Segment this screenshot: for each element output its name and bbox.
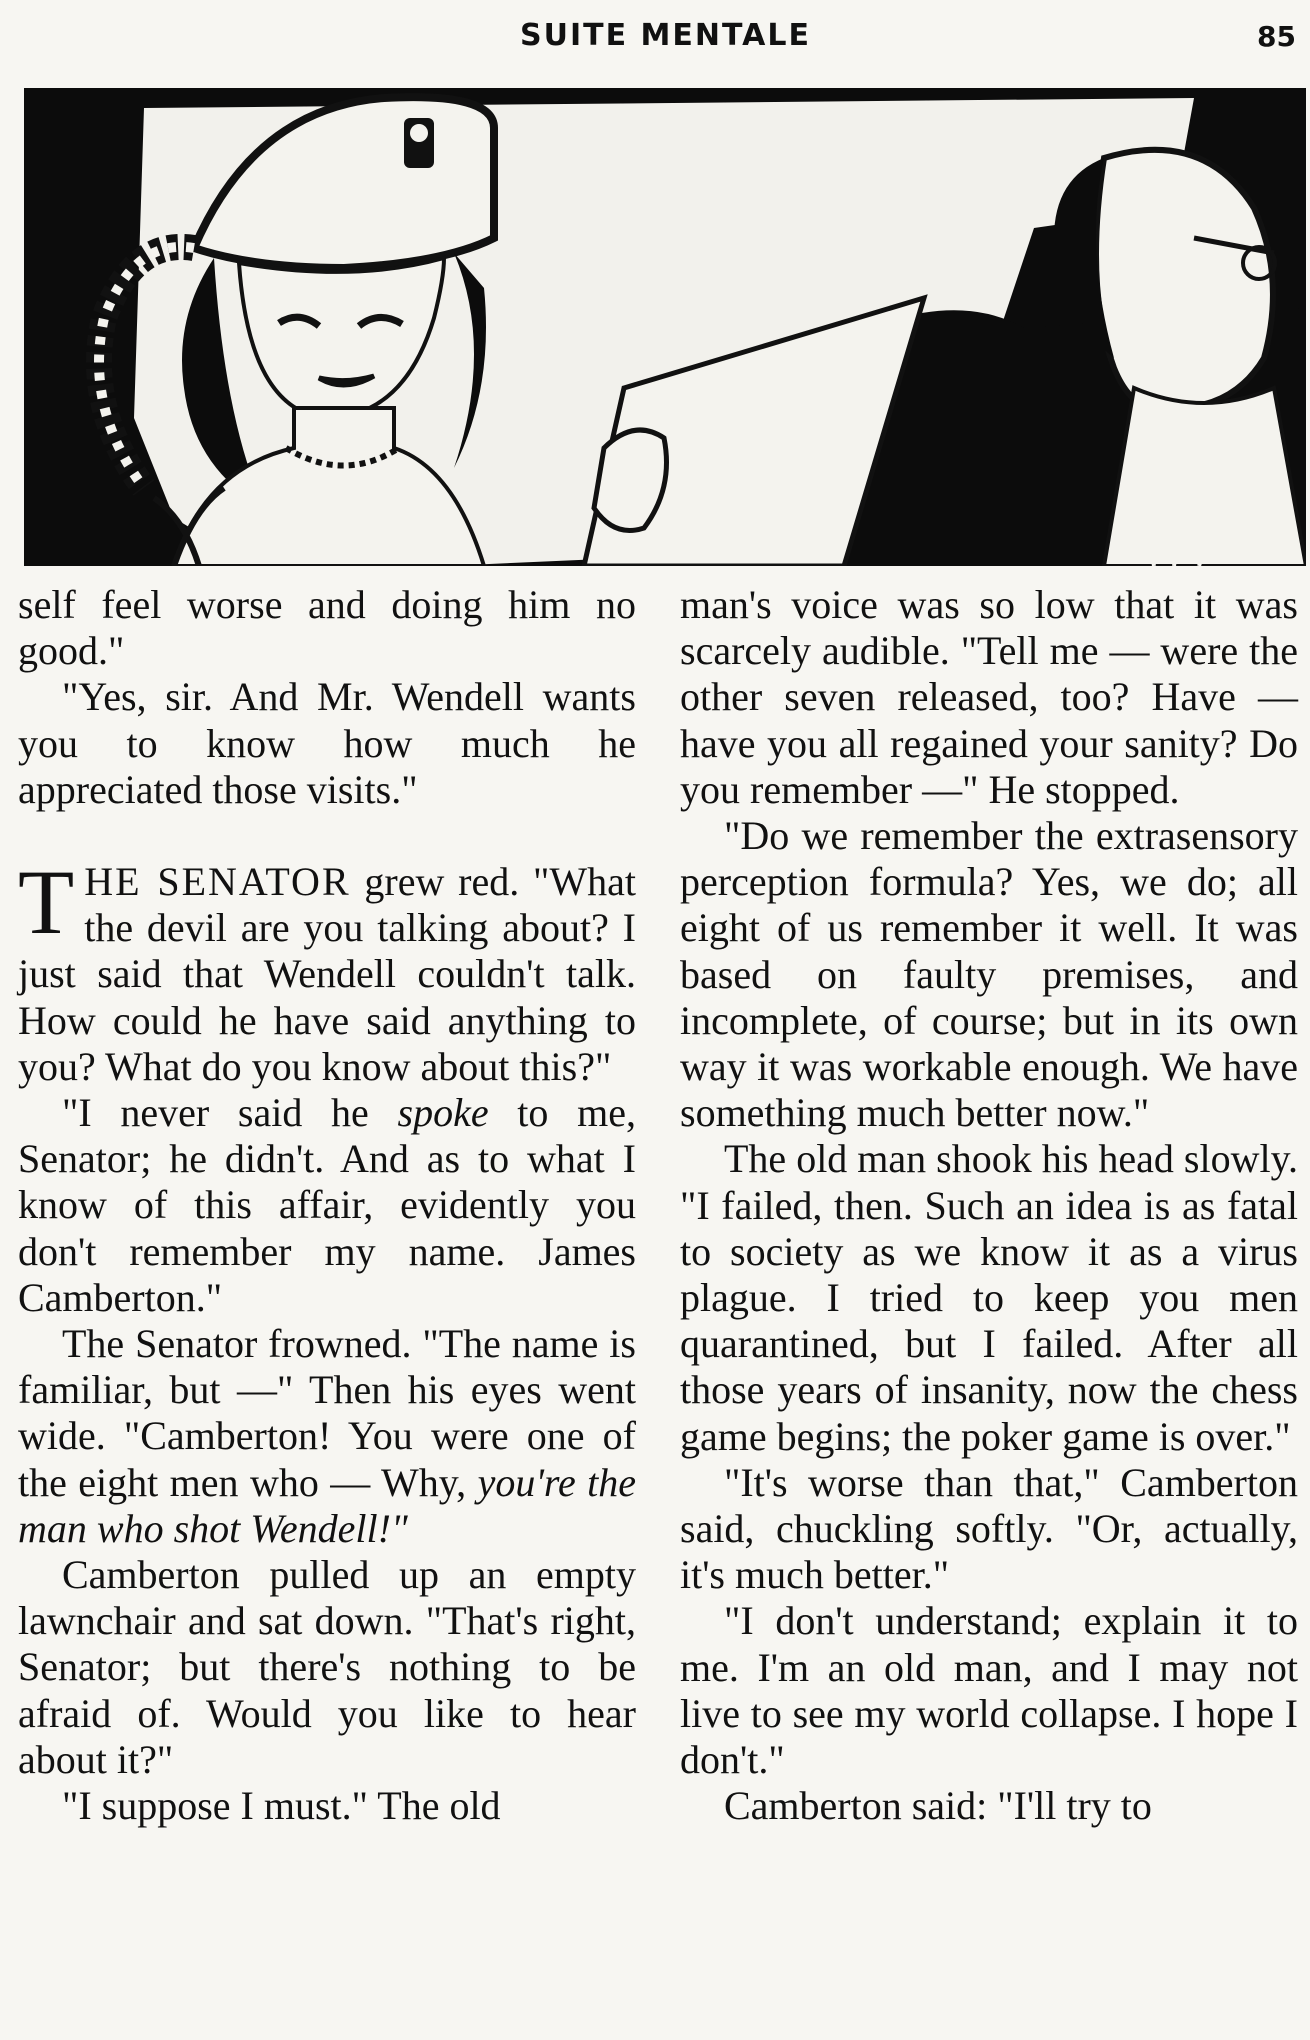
paragraph: "Do we remember the extrasensory perception formula? Yes, we do; all eight of us remember it well. It was based on faulty premises, and incomplete, of course; but in its own way it was workable enough. We have something much better now.": [680, 813, 1298, 1136]
running-head: [0, 12, 1310, 52]
paragraph: man's voice was so low that it was scarcely audible. "Tell me — were the other seven released, too? Have — have you all regained your sanity? Do you remember —" He stopped.: [680, 582, 1298, 812]
paragraph: The old man shook his head slowly. "I failed, then. Such an idea is as fatal to society as we know it as a virus plague. I tried to keep you men quarantined, but I failed. After all those years of insanity, now the chess game begins; the poker game is over.": [680, 1136, 1299, 1459]
drop-cap: T: [18, 851, 75, 954]
paragraph: [18, 1090, 636, 1321]
small-caps-lead: HE SENATOR: [84, 859, 351, 905]
italic-text: spoke: [397, 1090, 489, 1136]
paragraph: Camberton pulled up an empty lawnchair and sat down. "That's right, Senator; but there's nothing to be afraid of. Would you like to hear about it?": [18, 1552, 636, 1782]
italic-text: you're the man who shot Wendell!": [18, 1459, 636, 1551]
left-column: [18, 582, 636, 2032]
text-run: The Senator frowned. "The name is familiar, but —" Then his eyes went wide. "Camberton! You were one of the eight men who — Why,: [18, 1321, 636, 1505]
running-title: SUITE MENTALE: [520, 18, 811, 53]
page-number: 85: [1257, 20, 1296, 53]
paragraph: "Yes, sir. And Mr. Wendell wants you to know how much he appreciated those visits.": [18, 674, 636, 812]
text-run: grew red. "What the devil are you talking about? I just said that Wendell couldn't talk. How could he have said anything to you? What do you know about this?": [18, 859, 636, 1089]
text-run: to me, Senator; he didn't. And as to what I know of this affair, evidently you don't remember my name. James Camberton.": [18, 1090, 636, 1320]
paragraph: [18, 1321, 636, 1552]
paragraph-section-start: [18, 851, 636, 1090]
paragraph: Camberton said: "I'll try to: [724, 1783, 1152, 1829]
paragraph: "I suppose I must." The old: [62, 1783, 501, 1829]
paragraph: "I don't understand; explain it to me. I'm an old man, and I may not live to see my world collapse. I hope I don't.": [680, 1598, 1298, 1783]
right-column: [680, 582, 1298, 2032]
illustration-woman-helmet-and-man-icon: [24, 88, 1306, 566]
paragraph: self feel worse and doing him no good.": [18, 582, 636, 674]
paragraph: "It's worse than that," Camberton said, chuckling softly. "Or, actually, it's much better.": [680, 1459, 1298, 1598]
text-run: "I never said he: [62, 1090, 398, 1136]
